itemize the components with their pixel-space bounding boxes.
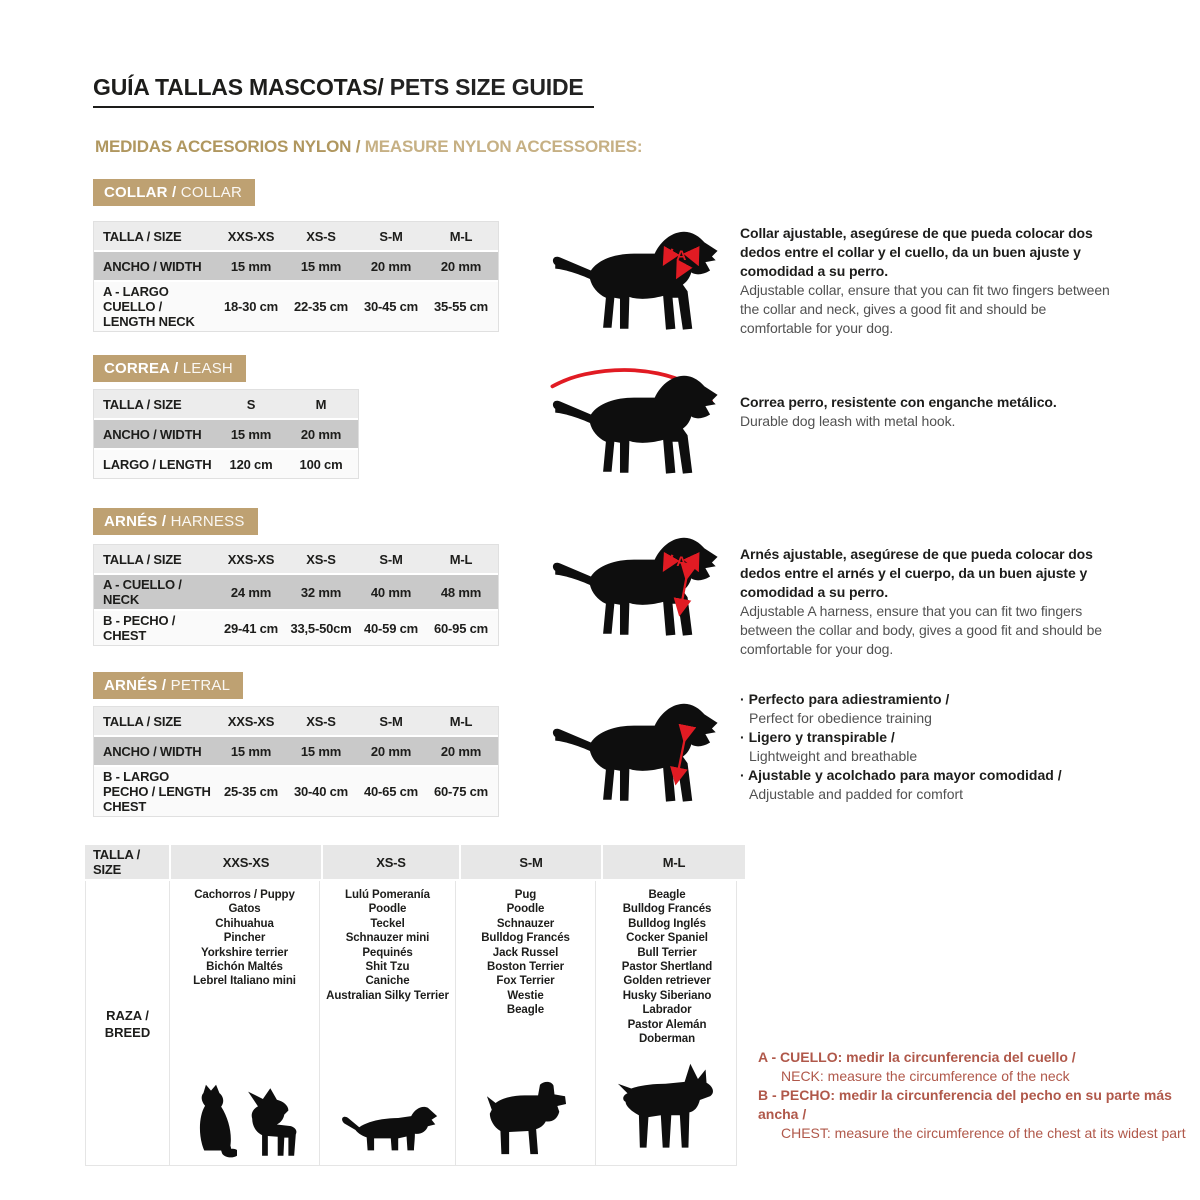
dachshund-icon	[337, 1101, 439, 1159]
breed-item: Doberman	[638, 1033, 696, 1046]
table-cell: 30-45 cm	[363, 299, 419, 314]
table-cell: 22-35 cm	[293, 299, 349, 314]
table-cell: 32 mm	[300, 584, 342, 600]
bullet-en: Perfect for obedience training	[749, 710, 932, 726]
breed-col-s-m	[456, 881, 596, 1165]
page-subtitle-es: MEDIDAS ACCESORIOS NYLON /	[95, 137, 365, 156]
breed-item: Westie	[507, 989, 544, 1002]
measurement-notes	[758, 1048, 1190, 1143]
table-cell: 29-41 cm	[223, 620, 279, 636]
bullet-en: Lightweight and breathable	[749, 748, 918, 764]
col-header: TALLA / SIZE	[103, 396, 182, 412]
breed-item: Bulldog Francés	[481, 932, 570, 945]
breed-item: Poodle	[506, 903, 545, 916]
collar-desc-en: Adjustable collar, ensure that you can fit two fingers between the collar and neck, gives a good fit and should be comfortable for your dog.	[740, 282, 1110, 336]
breed-item: Fox Terrier	[496, 975, 555, 988]
col-header: S-M	[379, 713, 403, 729]
bullet-es: · Ligero y transpirable /	[740, 728, 1110, 747]
table-row	[94, 707, 498, 735]
table-row	[94, 575, 498, 609]
breed-item: Chihuahua	[215, 917, 274, 930]
table-cell: 48 mm	[440, 584, 482, 600]
breed-item: Bull Terrier	[637, 946, 697, 959]
row-label: ANCHO / WIDTH	[103, 743, 202, 759]
col-header: TALLA / SIZE	[103, 713, 182, 729]
note-a-es: A - CUELLO: medir la circunferencia del cuello /	[758, 1049, 1076, 1065]
row-label: B - PECHO / CHEST	[103, 613, 176, 643]
silhouettes-xs-s	[337, 1101, 439, 1159]
bullet-en: Adjustable and padded for comfort	[749, 786, 964, 802]
leash-size-table	[93, 389, 359, 479]
petral-dog-illustration	[540, 690, 730, 812]
col-header: M-L	[449, 551, 473, 567]
breed-item: Boston Terrier	[487, 961, 564, 974]
row-label: A - CUELLO / NECK	[103, 577, 182, 607]
harness-A-marker: A	[676, 553, 687, 570]
harness-desc-en: Adjustable A harness, ensure that you can fit two fingers between the collar and body, gives a good fit and should be comfortable for your dog.	[740, 603, 1102, 657]
harness-badge-en: HARNESS	[170, 513, 245, 530]
col-header: S	[246, 396, 256, 412]
table-row	[94, 545, 498, 573]
breed-item: Yorkshire terrier	[201, 946, 288, 959]
breed-row-label: RAZA / BREED	[86, 881, 170, 1165]
row-label: LARGO / LENGTH	[103, 456, 212, 472]
col-header: M-L	[603, 845, 745, 879]
col-header: XXS-XS	[227, 551, 275, 567]
table-cell: 20 mm	[440, 743, 482, 759]
table-cell: 24 mm	[230, 584, 272, 600]
row-label: ANCHO / WIDTH	[103, 426, 202, 442]
breed-item: Bichón Maltés	[206, 961, 283, 974]
table-cell: 20 mm	[300, 426, 342, 442]
harness-size-table	[93, 544, 499, 646]
breed-item: Shit Tzu	[365, 961, 410, 974]
petral-size-table	[93, 706, 499, 817]
dog-silhouette-leash-icon	[540, 362, 730, 484]
leash-badge-es: CORREA /	[104, 360, 183, 377]
leash-dog-illustration	[540, 362, 730, 484]
col-header: TALLA / SIZE	[103, 228, 182, 244]
col-header: TALLA / SIZE	[85, 845, 169, 879]
table-row	[94, 767, 498, 816]
breed-item: Lulú Pomeranía	[345, 889, 430, 901]
leash-badge-en: LEASH	[182, 360, 233, 377]
page-title-en: PETS SIZE GUIDE	[383, 74, 584, 100]
table-cell: 100 cm	[299, 456, 343, 472]
table-row	[94, 390, 358, 418]
harness-dog-illustration	[540, 524, 730, 646]
table-cell: 15 mm	[300, 743, 342, 759]
table-cell: 40 mm	[370, 584, 412, 600]
leash-section-badge	[93, 355, 246, 382]
col-header: XXS-XS	[227, 713, 275, 729]
bullet-es: · Ajustable y acolchado para mayor comodidad /	[740, 766, 1110, 785]
table-row	[94, 252, 498, 280]
breed-item: Caniche	[365, 975, 410, 988]
breed-item: Pug	[514, 889, 537, 901]
dog-silhouette-petral-icon	[540, 690, 730, 812]
note-a-en: NECK: measure the circumference of the neck	[781, 1068, 1070, 1084]
breed-item: Jack Russel	[492, 946, 559, 959]
breed-item: Pequinés	[362, 946, 413, 959]
note-b-es: B - PECHO: medir la circunferencia del pecho en su parte más ancha /	[758, 1087, 1172, 1122]
table-row	[94, 737, 498, 765]
col-header: XS-S	[306, 228, 336, 244]
breed-item: Cocker Spaniel	[626, 932, 708, 945]
chihuahua-icon	[243, 1085, 305, 1159]
page-subtitle	[95, 137, 642, 157]
col-header: S-M	[379, 551, 403, 567]
petral-badge-en: PETRAL	[170, 677, 231, 694]
table-cell: 33,5-50cm	[290, 620, 352, 636]
collar-description	[740, 224, 1120, 338]
breed-list	[481, 888, 570, 1018]
breed-item: Cachorros / Puppy	[194, 889, 295, 901]
breed-item: Australian Silky Terrier	[326, 989, 449, 1002]
schnauzer-icon	[480, 1077, 572, 1159]
breed-item: Beagle	[648, 889, 686, 901]
harness-description	[740, 545, 1120, 659]
col-header: XXS-XS	[227, 228, 275, 244]
breed-item: Labrador	[642, 1004, 692, 1017]
col-header: XS-S	[323, 845, 459, 879]
harness-section-badge	[93, 508, 258, 535]
row-label: ANCHO / WIDTH	[103, 258, 202, 274]
breed-list	[326, 888, 449, 1003]
table-row	[94, 222, 498, 250]
dog-silhouette-collar-icon	[540, 218, 730, 340]
table-cell: 15 mm	[300, 258, 342, 274]
breed-item: Lebrel Italiano mini	[193, 975, 296, 988]
col-header: XXS-XS	[171, 845, 321, 879]
col-header: XS-S	[306, 551, 336, 567]
table-cell: 120 cm	[229, 456, 273, 472]
bullet-es: · Perfecto para adiestramiento /	[740, 690, 1110, 709]
table-cell: 20 mm	[440, 258, 482, 274]
col-header: M	[315, 396, 327, 412]
table-cell: 35-55 cm	[433, 299, 489, 314]
doberman-icon	[611, 1059, 723, 1159]
collar-desc-es: Collar ajustable, asegúrese de que pueda colocar dos dedos entre el collar y el cuello, da un buen ajuste y comodidad a su perro.	[740, 225, 1093, 279]
collar-section-badge	[93, 179, 255, 206]
table-row	[94, 450, 358, 478]
breed-item: Pastor Shertland	[621, 961, 713, 974]
table-cell: 40-65 cm	[363, 784, 419, 799]
table-cell: 15 mm	[230, 426, 272, 442]
breed-item: Bulldog Francés	[622, 903, 712, 916]
table-cell: 60-95 cm	[433, 620, 489, 636]
leash-desc-en: Durable dog leash with metal hook.	[740, 413, 956, 429]
dog-silhouette-harness-icon	[540, 524, 730, 646]
col-header: S-M	[379, 228, 403, 244]
table-row	[94, 282, 498, 331]
petral-section-badge	[93, 672, 243, 699]
breed-item: Golden retriever	[623, 975, 711, 988]
table-cell: 20 mm	[370, 258, 412, 274]
breed-col-m-l	[596, 881, 738, 1165]
cat-icon	[185, 1083, 237, 1159]
breed-item: Poodle	[368, 903, 407, 916]
harness-desc-es: Arnés ajustable, asegúrese de que pueda colocar dos dedos entre el arnés y el cuerpo, da un buen ajuste y comodidad a su perro.	[740, 546, 1093, 600]
table-cell: 18-30 cm	[223, 299, 279, 314]
silhouettes-m-l	[611, 1059, 723, 1159]
page-subtitle-en: MEASURE NYLON ACCESSORIES:	[364, 137, 643, 156]
harness-badge-es: ARNÉS /	[104, 513, 171, 530]
table-cell: 60-75 cm	[433, 784, 489, 799]
page-title	[93, 74, 594, 108]
breed-item: Bulldog Inglés	[628, 917, 706, 930]
row-label: B - LARGO PECHO / LENGTH CHEST	[103, 769, 211, 814]
table-cell: 15 mm	[230, 258, 272, 274]
breed-list	[622, 888, 712, 1046]
collar-A-marker: A	[676, 247, 687, 264]
breed-item: Gatos	[228, 903, 261, 916]
leash-desc-es: Correa perro, resistente con enganche metálico.	[740, 394, 1057, 410]
breed-list	[193, 888, 296, 989]
table-cell: 15 mm	[230, 743, 272, 759]
table-row	[94, 611, 498, 645]
table-cell: 40-59 cm	[363, 620, 419, 636]
col-header: M-L	[449, 228, 473, 244]
petral-bullets	[740, 690, 1110, 804]
table-row	[94, 420, 358, 448]
col-header: S-M	[461, 845, 601, 879]
breed-item: Schnauzer	[496, 917, 555, 930]
breed-table-body	[85, 881, 737, 1166]
collar-badge-es: COLLAR /	[104, 184, 181, 201]
collar-badge-en: COLLAR	[180, 184, 243, 201]
silhouettes-s-m	[480, 1077, 572, 1159]
table-cell: 25-35 cm	[223, 784, 279, 799]
col-header: M-L	[449, 713, 473, 729]
breed-item: Schnauzer mini	[345, 932, 430, 945]
collar-dog-illustration	[540, 218, 730, 340]
silhouettes-xxs-xs	[185, 1083, 305, 1159]
breed-item: Beagle	[506, 1004, 545, 1017]
breed-item: Husky Siberiano	[622, 989, 712, 1002]
page-title-es: GUÍA TALLAS MASCOTAS/	[93, 74, 384, 100]
table-cell: 30-40 cm	[293, 784, 349, 799]
col-header: XS-S	[306, 713, 336, 729]
col-header: TALLA / SIZE	[103, 551, 182, 567]
petral-badge-es: ARNÉS /	[104, 677, 171, 694]
table-cell: 20 mm	[370, 743, 412, 759]
breed-table-header	[85, 845, 737, 879]
breed-item: Pastor Alemán	[627, 1018, 707, 1031]
breed-item: Pincher	[223, 932, 266, 945]
row-label: A - LARGO CUELLO / LENGTH NECK	[103, 284, 195, 329]
collar-size-table	[93, 221, 499, 332]
note-b-en: CHEST: measure the circumference of the chest at its widest part	[781, 1125, 1186, 1141]
breed-item: Teckel	[370, 917, 405, 930]
breed-col-xxs-xs	[170, 881, 320, 1165]
leash-description	[740, 393, 1120, 431]
breed-table	[85, 845, 737, 1166]
breed-col-xs-s	[320, 881, 456, 1165]
